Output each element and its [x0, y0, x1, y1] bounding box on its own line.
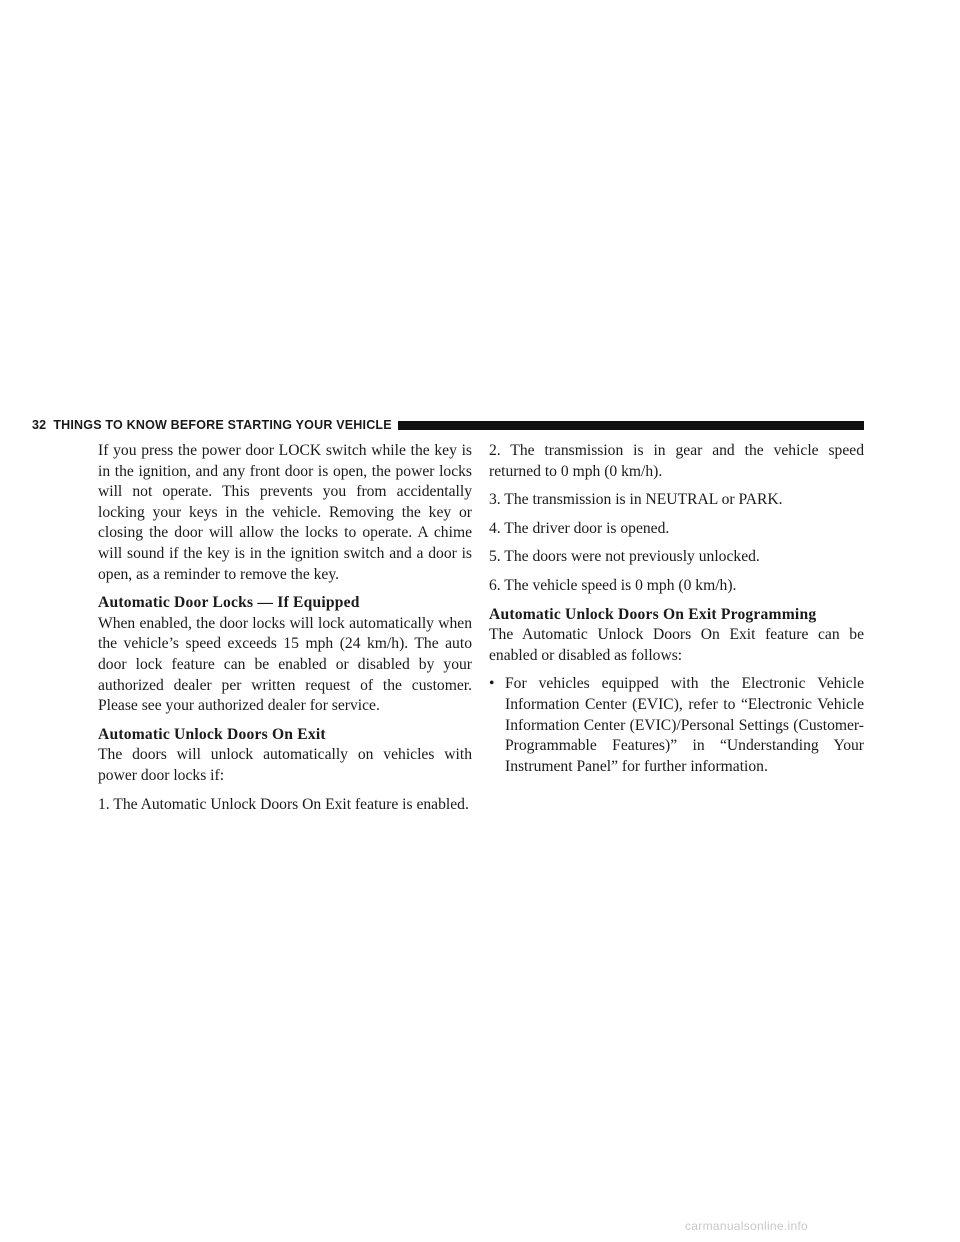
- condition-2: 2. The transmission is in gear and the vehicle speed returned to 0 mph (0 km/h).: [489, 442, 864, 480]
- heading-automatic-door-locks: Automatic Door Locks — If Equipped: [98, 594, 360, 612]
- page-number: 32: [32, 418, 47, 432]
- programming-paragraph: The Automatic Unlock Doors On Exit feature can be enabled or disabled as follows:: [489, 626, 864, 664]
- condition-4: 4. The driver door is opened.: [489, 519, 670, 537]
- left-column: [98, 441, 472, 823]
- heading-unlock-doors-on-exit: Automatic Unlock Doors On Exit: [98, 725, 326, 743]
- unlock-exit-paragraph: The doors will unlock automatically on vehicles with power door locks if:: [98, 746, 472, 784]
- condition-1: 1. The Automatic Unlock Doors On Exit feature is enabled.: [98, 795, 469, 813]
- page-header: [32, 416, 864, 434]
- auto-locks-paragraph: When enabled, the door locks will lock automatically when the vehicle’s speed exceeds 15 mph (24 km/h). The auto door lock feature can be enabled or disabled by your authorized dealer per written request of the customer. Please see your authorized dealer for service.: [98, 614, 472, 715]
- header-rule: [398, 421, 864, 430]
- bullet-icon: •: [489, 675, 495, 693]
- bullet-text: For vehicles equipped with the Electronic Vehicle Information Center (EVIC), refer to “Electronic Vehicle Information Center (EVIC)/Personal Settings (Customer-Programmable Features)” in “Understanding Your Instrument Panel” for further information.: [505, 675, 864, 775]
- condition-3: 3. The transmission is in NEUTRAL or PARK.: [489, 491, 783, 509]
- condition-6: 6. The vehicle speed is 0 mph (0 km/h).: [489, 576, 737, 594]
- right-column: [489, 441, 864, 777]
- heading-programming: Automatic Unlock Doors On Exit Programming: [489, 605, 817, 623]
- condition-5: 5. The doors were not previously unlocked.: [489, 548, 760, 566]
- section-title: THINGS TO KNOW BEFORE STARTING YOUR VEHICLE: [53, 418, 392, 432]
- watermark-text: carmanualsonline.info: [685, 1219, 809, 1233]
- intro-paragraph: If you press the power door LOCK switch while the key is in the ignition, and any front door is open, the power locks will not operate. This prevents you from accidentally locking your keys in the vehicle. Removing the key or closing the door will allow the locks to operate. A chime will sound if the key is in the ignition switch and a door is open, as a reminder to remove the key.: [98, 442, 472, 583]
- bullet-item-evic: [489, 674, 864, 777]
